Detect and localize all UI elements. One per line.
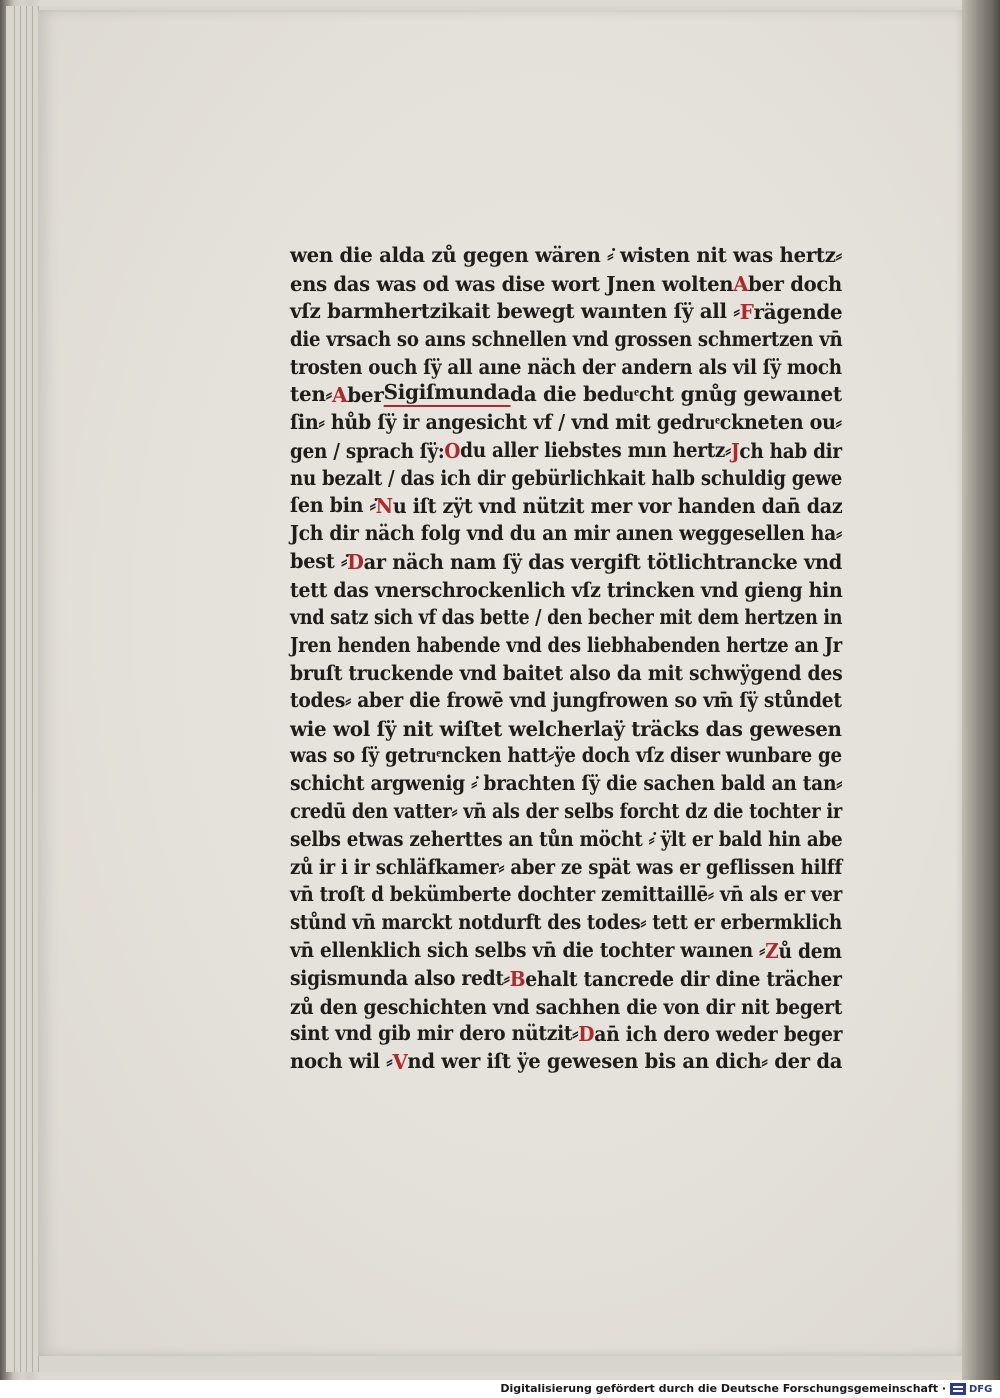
text-segment: ar näch nam ſÿ das vergift tötlichtrancke vnd	[363, 549, 843, 574]
text-segment: ber doch	[748, 271, 842, 296]
rubric-initial: J	[730, 438, 740, 463]
dfg-logo-text: DFG	[969, 1383, 993, 1395]
text-segment: selbs etwas zeherttes an tůn möcht ⸗̇ ÿlt er bald hin abe	[290, 826, 843, 851]
rubric-initial: O	[444, 438, 461, 463]
text-segment: gen / sprach ſÿ:	[290, 438, 445, 463]
footer-bar	[0, 1380, 1000, 1398]
rubric-initial: Z	[765, 939, 779, 963]
rubric-initial: D	[347, 549, 364, 574]
text-segment: vn̄ troſt d bekümberte dochter zemittaillē⸗ vn̄ als er ver	[290, 882, 843, 907]
rubric-initial: D	[578, 1022, 595, 1047]
text-segment: ten⸗	[290, 382, 332, 406]
text-block	[290, 234, 856, 1075]
rubric-initial: A	[331, 383, 348, 407]
text-segment: was so ſÿ getruͤncken hatt⸗ÿe doch vſz diser wunbare ge	[290, 743, 842, 768]
text-segment: ens das was od was dise wort Jnen wolten	[290, 271, 734, 296]
text-segment: Jch dir näch folg vnd du an mir aınen weggesellen ha⸗	[290, 521, 842, 545]
text-segment: trosten ouch ſÿ all aıne näch der andern als vil ſÿ moch	[290, 355, 842, 380]
text-segment: ů dem	[778, 939, 842, 963]
text-segment: ch hab dir	[739, 438, 842, 463]
rubric-initial: N	[375, 494, 393, 519]
text-segment: schicht argwenig ⸗̇ brachten ſÿ die sachen bald an tan⸗	[290, 771, 843, 796]
text-segment: an̄ ich dero weder beger	[594, 1022, 843, 1047]
rubric-initial: F	[739, 299, 754, 324]
text-segment: wen die alda zů gegen wären ⸗̇ wisten nit was hertz⸗	[290, 243, 842, 267]
text-segment: nd wer iſt ÿe gewesen bis an dich⸗ der da	[407, 1049, 843, 1074]
text-segment: todes⸗ aber die frowē vnd jungfrowen so vm̄ ſÿ stůndet	[290, 687, 842, 712]
page-edge	[26, 6, 27, 1372]
text-segment: die vrsach so aıns schnellen vnd grossen schmertzen vn̄	[290, 327, 843, 352]
rubric-initial: B	[509, 966, 526, 991]
text-segment: u iſt zÿt vnd nützit mer vor handen dan̄ daz	[392, 494, 843, 519]
text-segment: ber	[347, 383, 384, 407]
text-segment: wie wol ſÿ nit wiſtet welcherlaÿ träcks das gewesen	[290, 716, 842, 741]
book-spine-shadow	[962, 0, 1000, 1380]
text-segment: bruſt truckende vnd baitet also da mit schwÿgend des	[290, 661, 843, 685]
text-segment: vſz barmhertzikait bewegt waınten ſÿ all ⸗	[290, 298, 740, 323]
text-segment: best ⸗̇	[290, 548, 348, 573]
text-segment: credū den vatter⸗ vn̄ als der selbs forcht dz die tochter ir	[290, 799, 843, 823]
text-line	[290, 1040, 842, 1074]
text-segment: rägende	[753, 299, 843, 324]
rubric-initial: A	[733, 271, 749, 296]
rubric-initial: V	[392, 1050, 408, 1075]
text-segment: Jren henden habende vnd des liebhabenden hertze an Jr	[290, 633, 842, 658]
text-segment: nu bezalt / das ich dir gebürlichkait halb schuldig gewe	[290, 466, 843, 491]
underlined-name: Sigiſmunda	[384, 380, 510, 407]
text-segment: zů ir i ir schläfkamer⸗ aber ze spät was er geflissen hilff	[290, 854, 842, 879]
text-segment: da die beduͤcht gnůg gewaınet	[510, 382, 842, 406]
text-segment: sigismunda also redt⸗	[290, 965, 510, 990]
page-edge	[32, 6, 33, 1372]
text-segment: stůnd vn̄ marckt notdurft des todes⸗ tett er erbermklich	[290, 910, 842, 935]
text-segment: zů den geschichten vnd sachhen die von dir nit begert	[290, 994, 843, 1019]
text-segment: sint vnd gib mir dero nützit⸗	[290, 1021, 579, 1046]
text-segment: du aller liebstes mın hertz⸗	[460, 437, 731, 462]
text-segment: ſen bin ⸗̇	[290, 493, 376, 518]
footer-credit: Digitalisierung gefördert durch die Deutsche Forschungsgemeinschaft ·	[500, 1382, 946, 1395]
text-segment: tett das vnerschrockenlich vſz trincken vnd gieng hin	[290, 577, 843, 602]
dfg-logo	[950, 1382, 994, 1396]
text-segment: ehalt tancrede dir dine trächer	[525, 966, 842, 991]
text-segment: ſin⸗ hůb ſÿ ir angesicht vf / vnd mit gedruͤckneten ou⸗	[290, 409, 842, 434]
text-segment: vnd satz sich vf das bette / den becher mit dem hertzen in	[290, 605, 843, 630]
text-segment: vn̄ ellenklich sich selbs vn̄ die tochter waınen ⸗	[290, 938, 766, 962]
dfg-logo-mark	[950, 1383, 966, 1395]
text-segment: noch wil ⸗	[290, 1049, 393, 1074]
page-edge	[20, 6, 21, 1372]
page-edge	[14, 6, 15, 1372]
